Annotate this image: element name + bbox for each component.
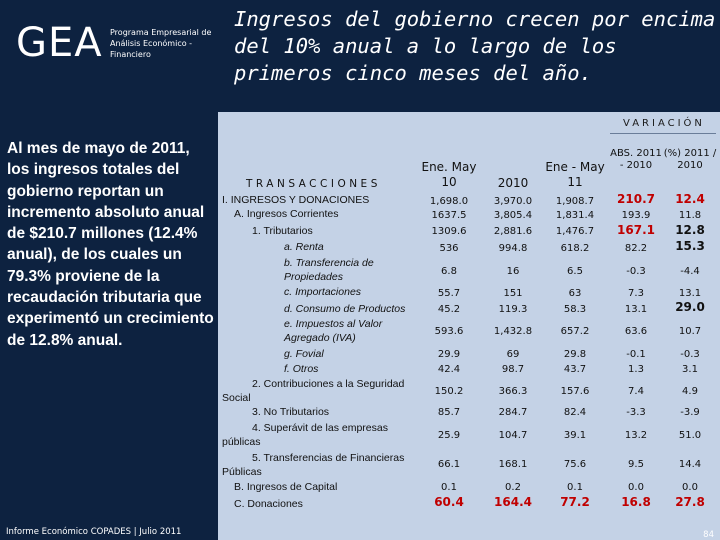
table-cell: 98.7: [501, 364, 525, 375]
table-cell: 13.2: [624, 430, 648, 441]
table-cell: 25.9: [437, 430, 461, 441]
sidebar-panel: [0, 0, 218, 540]
table-cell: 13.1: [678, 288, 702, 299]
table-cell: 657.2: [560, 326, 590, 337]
table-cell: 66.1: [437, 459, 461, 470]
row-label: C. Donaciones: [234, 498, 303, 510]
table-cell: 366.3: [498, 386, 528, 397]
table-cell: 7.3: [628, 288, 644, 299]
table-cell: 119.3: [498, 304, 528, 315]
brand-logo: [0, 0, 218, 90]
row-label: b. Transferencia de Propiedades: [284, 257, 374, 283]
table-cell: 27.8: [675, 495, 705, 509]
table-cell: 13.1: [624, 304, 648, 315]
table-cell: 51.0: [678, 430, 702, 441]
table-cell: 3,970.0: [493, 196, 533, 207]
table-cell: 3,805.4: [493, 210, 533, 221]
row-label: a. Renta: [284, 241, 324, 253]
table-cell: 210.7: [617, 192, 655, 206]
table-cell: 164.4: [494, 495, 532, 509]
variacion-underline: [610, 133, 716, 134]
table-cell: 29.9: [437, 349, 461, 360]
row-label: d. Consumo de Productos: [284, 303, 406, 315]
row-label: 5. Transferencias de Financieras Públicas: [222, 452, 405, 478]
table-cell: 0.1: [567, 482, 583, 493]
brand-subtitle: Programa Empresarial de Análisis Económico - Financiero: [110, 28, 212, 59]
table-cell: 7.4: [628, 386, 644, 397]
table-cell: 43.7: [563, 364, 587, 375]
col-header-pct: (%) 2011 / 2010: [663, 148, 717, 171]
table-cell: 60.4: [434, 495, 464, 509]
table-cell: 63: [568, 288, 582, 299]
table-cell: 151: [503, 288, 523, 299]
table-cell: 16: [506, 266, 520, 277]
table-cell: 55.7: [437, 288, 461, 299]
table-cell: -4.4: [680, 266, 700, 277]
table-cell: 39.1: [563, 430, 587, 441]
variacion-header: VARIACIÓN: [623, 118, 705, 129]
table-cell: 193.9: [621, 210, 651, 221]
table-cell: 69: [506, 349, 520, 360]
row-label: e. Impuestos al Valor Agregado (IVA): [284, 318, 383, 344]
row-label: B. Ingresos de Capital: [234, 481, 338, 493]
table-cell: 15.3: [675, 239, 705, 253]
row-label: A. Ingresos Corrientes: [234, 208, 339, 220]
table-cell: 104.7: [498, 430, 528, 441]
table-cell: 284.7: [498, 407, 528, 418]
table-cell: 58.3: [563, 304, 587, 315]
table-cell: 75.6: [563, 459, 587, 470]
table-cell: -0.1: [626, 349, 646, 360]
table-cell: 14.4: [678, 459, 702, 470]
table-cell: 16.8: [621, 495, 651, 509]
table-cell: 6.5: [567, 266, 583, 277]
row-label: c. Importaciones: [284, 286, 362, 298]
table-cell: 1,476.7: [555, 226, 595, 237]
table-cell: 63.6: [624, 326, 648, 337]
col-header-ene-may-10: Ene. May 10: [421, 160, 477, 189]
table-cell: 1,831.4: [555, 210, 595, 221]
row-label: I. INGRESOS Y DONACIONES: [222, 194, 370, 206]
table-cell: 994.8: [498, 243, 528, 254]
table-cell: 0.0: [682, 482, 698, 493]
table-cell: 42.4: [437, 364, 461, 375]
table-cell: 29.0: [675, 300, 705, 314]
title-band: [218, 0, 720, 112]
table-cell: 167.1: [617, 223, 655, 237]
row-label: 3. No Tributarios: [252, 406, 330, 418]
table-cell: 12.8: [675, 223, 705, 237]
table-cell: 0.1: [441, 482, 457, 493]
footer-text: Informe Económico COPADES | Julio 2011: [6, 527, 182, 537]
row-label: f. Otros: [284, 363, 319, 375]
table-cell: 2,881.6: [493, 226, 533, 237]
table-cell: 1309.6: [431, 226, 467, 237]
col-header-abs: ABS. 2011 - 2010: [610, 148, 662, 171]
table-cell: -3.3: [626, 407, 646, 418]
intro-text: Al mes de mayo de 2011, los ingresos totales del gobierno reportan un incremento absoluto anual de $210.7 millones (12.4% anual), de los cuales un 79.3% proviene de la recaudación tributaria que experimentó un crecimiento de 12.8% anual.: [7, 140, 214, 349]
row-label: 4. Superávit de las empresas públicas: [222, 422, 388, 448]
table-cell: 1,908.7: [555, 196, 595, 207]
table-cell: 618.2: [560, 243, 590, 254]
table-cell: -0.3: [626, 266, 646, 277]
table-cell: 6.8: [441, 266, 457, 277]
table-cell: 150.2: [434, 386, 464, 397]
table-cell: 1637.5: [431, 210, 467, 221]
revenue-table: [218, 112, 720, 540]
table-cell: 82.4: [563, 407, 587, 418]
row-label: 2. Contribuciones a la Seguridad Social: [222, 378, 405, 404]
table-cell: 157.6: [560, 386, 590, 397]
table-cell: 9.5: [628, 459, 644, 470]
table-cell: -0.3: [680, 349, 700, 360]
table-cell: 1,698.0: [429, 196, 469, 207]
col-header-2010: 2010: [497, 176, 529, 190]
page-number: 84: [703, 530, 714, 540]
table-cell: 1.3: [628, 364, 644, 375]
table-cell: 45.2: [437, 304, 461, 315]
table-cell: 1,432.8: [493, 326, 533, 337]
transacciones-header: TRANSACCIONES: [246, 178, 381, 190]
table-cell: 10.7: [678, 326, 702, 337]
page-title: Ingresos del gobierno crecen por encima del 10% anual a lo largo de los primeros cinco meses del año.: [234, 7, 716, 85]
brand-name: GEA: [16, 20, 103, 66]
table-cell: 85.7: [437, 407, 461, 418]
table-cell: 4.9: [682, 386, 698, 397]
table-cell: 29.8: [563, 349, 587, 360]
table-cell: 11.8: [678, 210, 702, 221]
table-cell: 3.1: [682, 364, 698, 375]
table-cell: 77.2: [560, 495, 590, 509]
table-cell: 82.2: [624, 243, 648, 254]
table-cell: 0.2: [505, 482, 521, 493]
table-cell: 593.6: [434, 326, 464, 337]
table-cell: 168.1: [498, 459, 528, 470]
table-cell: 536: [439, 243, 459, 254]
col-header-ene-may-11: Ene - May 11: [545, 160, 605, 189]
table-cell: 12.4: [675, 192, 705, 206]
row-label: 1. Tributarios: [252, 225, 313, 237]
table-cell: -3.9: [680, 407, 700, 418]
row-label: g. Fovial: [284, 348, 324, 360]
table-cell: 0.0: [628, 482, 644, 493]
